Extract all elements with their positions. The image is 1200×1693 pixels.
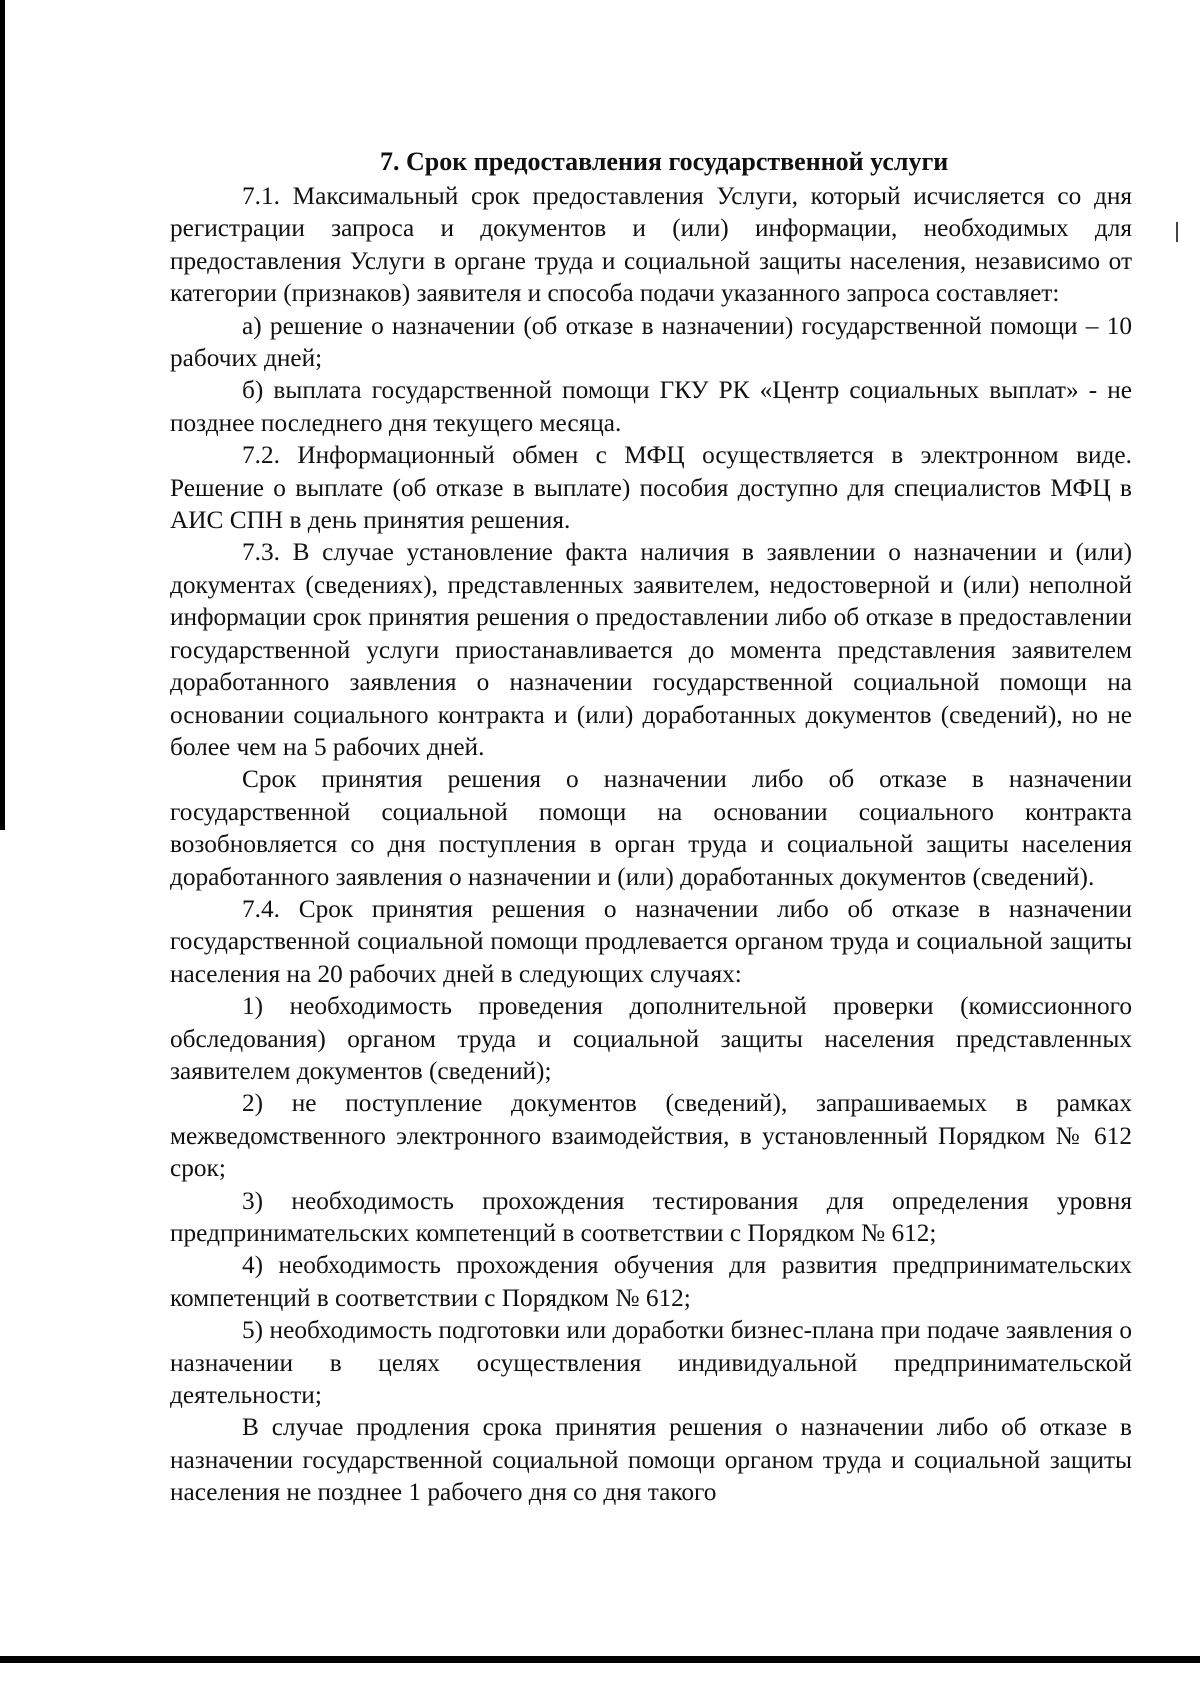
section-heading: 7. Срок предоставления государственной услуги [380,147,949,176]
scan-mark-right [1176,222,1178,242]
paragraph-7-3-resume: Срок принятия решения о назначении либо об отказе в назначении государственной социальной помощи на основании социального контракта возобновляется со дня поступления в орган труда и социальной защиты населения доработанного заявления о назначении и (или) доработанных документов (сведений). [170,765,1132,891]
document-page [170,146,1132,1509]
list-item-5: 5) необходимость подготовки или доработки бизнес-плана при подаче заявления о назначении в целях осуществления индивидуальной предпринимательской деятельности; [170,1316,1132,1410]
list-item-1: 1) необходимость проведения дополнительной проверки (комиссионного обследования) органом труда и социальной защиты населения представленных заявителем документов (сведений); [170,992,1132,1085]
paragraph-7-1: 7.1. Максимальный срок предоставления Услуги, который исчисляется со дня регистрации запроса и документов и (или) информации, необходимых для предоставления Услуги в органе труда и социальной защиты населения, независимо от категории (признаков) заявителя и способа подачи указанного запроса составляет: [170,182,1132,308]
paragraph-7-1-a: а) решение о назначении (об отказе в назначении) государственной помощи – 10 рабочих дней; [170,311,1132,373]
list-item-2: 2) не поступление документов (сведений), запрашиваемых в рамках межведомственного электронного взаимодействия, в установленный Порядком № 612 срок; [170,1089,1132,1183]
list-item-3: 3) необходимость прохождения тестирования для определения уровня предпринимательских компетенций в соответствии с Порядком № 612; [170,1186,1132,1247]
paragraph-7-1-b: б) выплата государственной помощи ГКУ РК «Центр социальных выплат» - не позднее последнего дня текущего месяца. [170,376,1132,437]
list-item-4: 4) необходимость прохождения обучения для развития предпринимательских компетенций в соответствии с Порядком № 612; [170,1251,1132,1312]
paragraph-7-2: 7.2. Информационный обмен с МФЦ осуществляется в электронном виде. Решение о выплате (об отказе в выплате) пособия доступно для специалистов МФЦ в АИС СПН в день принятия решения. [170,441,1132,535]
scan-border-bottom [0,1656,1200,1663]
paragraph-extension: В случае продления срока принятия решения о назначении либо об отказе в назначении государственной социальной помощи органом труда и социальной защиты населения не позднее 1 рабочего дня со дня такого [170,1413,1132,1507]
scan-border-left [0,0,5,830]
paragraph-7-3: 7.3. В случае установление факта наличия в заявлении о назначении и (или) документах (сведениях), представленных заявителем, недостоверной и (или) неполной информации срок принятия решения о предоставлении либо об отказе в предоставлении государственной услуги приостанавливается до момента представления заявителем доработанного заявления о назначении государственной социальной помощи на основании социального контракта и (или) доработанных документов (сведений), но не более чем на 5 рабочих дней. [170,538,1132,761]
paragraph-7-4: 7.4. Срок принятия решения о назначении либо об отказе в назначении государственной социальной помощи продлевается органом труда и социальной защиты населения на 20 рабочих дней в следующих случаях: [170,894,1132,988]
